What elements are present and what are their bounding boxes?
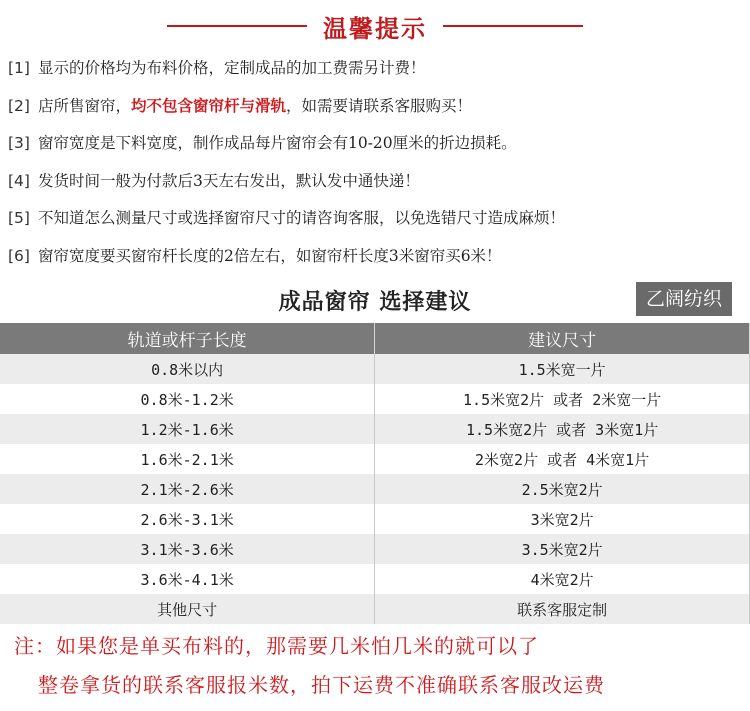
cell-suggestion: 1.5米宽2片 或者 3米宽1片	[375, 414, 750, 444]
section-title: 成品窗帘 选择建议	[278, 289, 472, 315]
cell-suggestion: 2米宽2片 或者 4米宽1片	[375, 444, 750, 474]
tip-number: [6]	[8, 246, 30, 265]
tip-text: 发货时间一般为付款后3天左右发出，默认发中通快递！	[37, 171, 420, 190]
tip-item	[8, 167, 748, 205]
table-row	[0, 594, 750, 624]
col-header-length: 轨道或杆子长度	[0, 323, 375, 354]
tip-item	[8, 129, 748, 167]
tip-text: 窗帘宽度是下料宽度，制作成品每片窗帘会有10-20厘米的折边损耗。	[37, 134, 517, 152]
size-table	[0, 323, 750, 624]
cell-length: 3.6米-4.1米	[0, 564, 375, 594]
notice-header	[0, 8, 750, 44]
header-left-rule	[167, 25, 307, 27]
cell-length: 2.1米-2.6米	[0, 474, 375, 504]
cell-length: 1.2米-1.6米	[0, 414, 375, 444]
brand-badge: 乙阔纺织	[636, 282, 732, 316]
cell-length: 3.1米-3.6米	[0, 534, 375, 564]
header-right-rule	[443, 25, 583, 27]
tips-list	[8, 54, 748, 279]
cell-suggestion: 4米宽2片	[375, 564, 750, 594]
tip-text: 显示的价格均为布料价格，定制成品的加工费需另计费！	[37, 59, 426, 77]
tip-number: [2]	[8, 96, 30, 115]
tip-text: 店所售窗帘，	[37, 96, 131, 115]
notice-title: 温馨提示	[323, 13, 427, 43]
cell-length: 2.6米-3.1米	[0, 504, 375, 534]
cell-length: 1.6米-2.1米	[0, 444, 375, 474]
tip-item	[8, 204, 748, 242]
cell-suggestion: 2.5米宽2片	[375, 474, 750, 504]
tip-number: [3]	[8, 134, 30, 152]
cell-suggestion: 3.5米宽2片	[375, 534, 750, 564]
tip-text: 窗帘宽度要买窗帘杆长度的2倍左右，如窗帘杆长度3米窗帘买6米！	[37, 246, 502, 265]
tip-highlight: 均不包含窗帘杆与滑轨	[130, 95, 286, 115]
table-row	[0, 444, 750, 474]
cell-suggestion: 联系客服定制	[375, 594, 750, 624]
tip-item	[8, 54, 748, 92]
table-row	[0, 504, 750, 534]
cell-suggestion: 1.5米宽2片 或者 2米宽一片	[375, 384, 750, 414]
table-row	[0, 384, 750, 414]
tip-number: [1]	[8, 59, 30, 77]
footer-note-2: 整卷拿货的联系客服报米数，拍下运费不准确联系客服改运费	[38, 673, 605, 697]
table-row	[0, 564, 750, 594]
footer-note-1: 注：如果您是单买布料的，那需要几米怕几米的就可以了	[14, 634, 539, 658]
cell-length: 其他尺寸	[0, 594, 375, 624]
cell-suggestion: 3米宽2片	[375, 504, 750, 534]
table-row	[0, 414, 750, 444]
tip-text-tail: ，如需要请联系客服购买！	[286, 96, 473, 115]
table-row	[0, 474, 750, 504]
table-row	[0, 354, 750, 384]
table-header-row	[0, 323, 750, 354]
tip-text: 不知道怎么测量尺寸或选择窗帘尺寸的请咨询客服，以免选错尺寸造成麻烦！	[37, 209, 565, 227]
table-row	[0, 534, 750, 564]
cell-suggestion: 1.5米宽一片	[375, 354, 750, 384]
cell-length: 0.8米-1.2米	[0, 384, 375, 414]
tip-number: [4]	[8, 171, 30, 190]
tip-item	[8, 92, 748, 130]
tip-number: [5]	[8, 209, 30, 227]
col-header-suggestion: 建议尺寸	[375, 323, 750, 354]
tip-item	[8, 242, 748, 280]
cell-length: 0.8米以内	[0, 354, 375, 384]
